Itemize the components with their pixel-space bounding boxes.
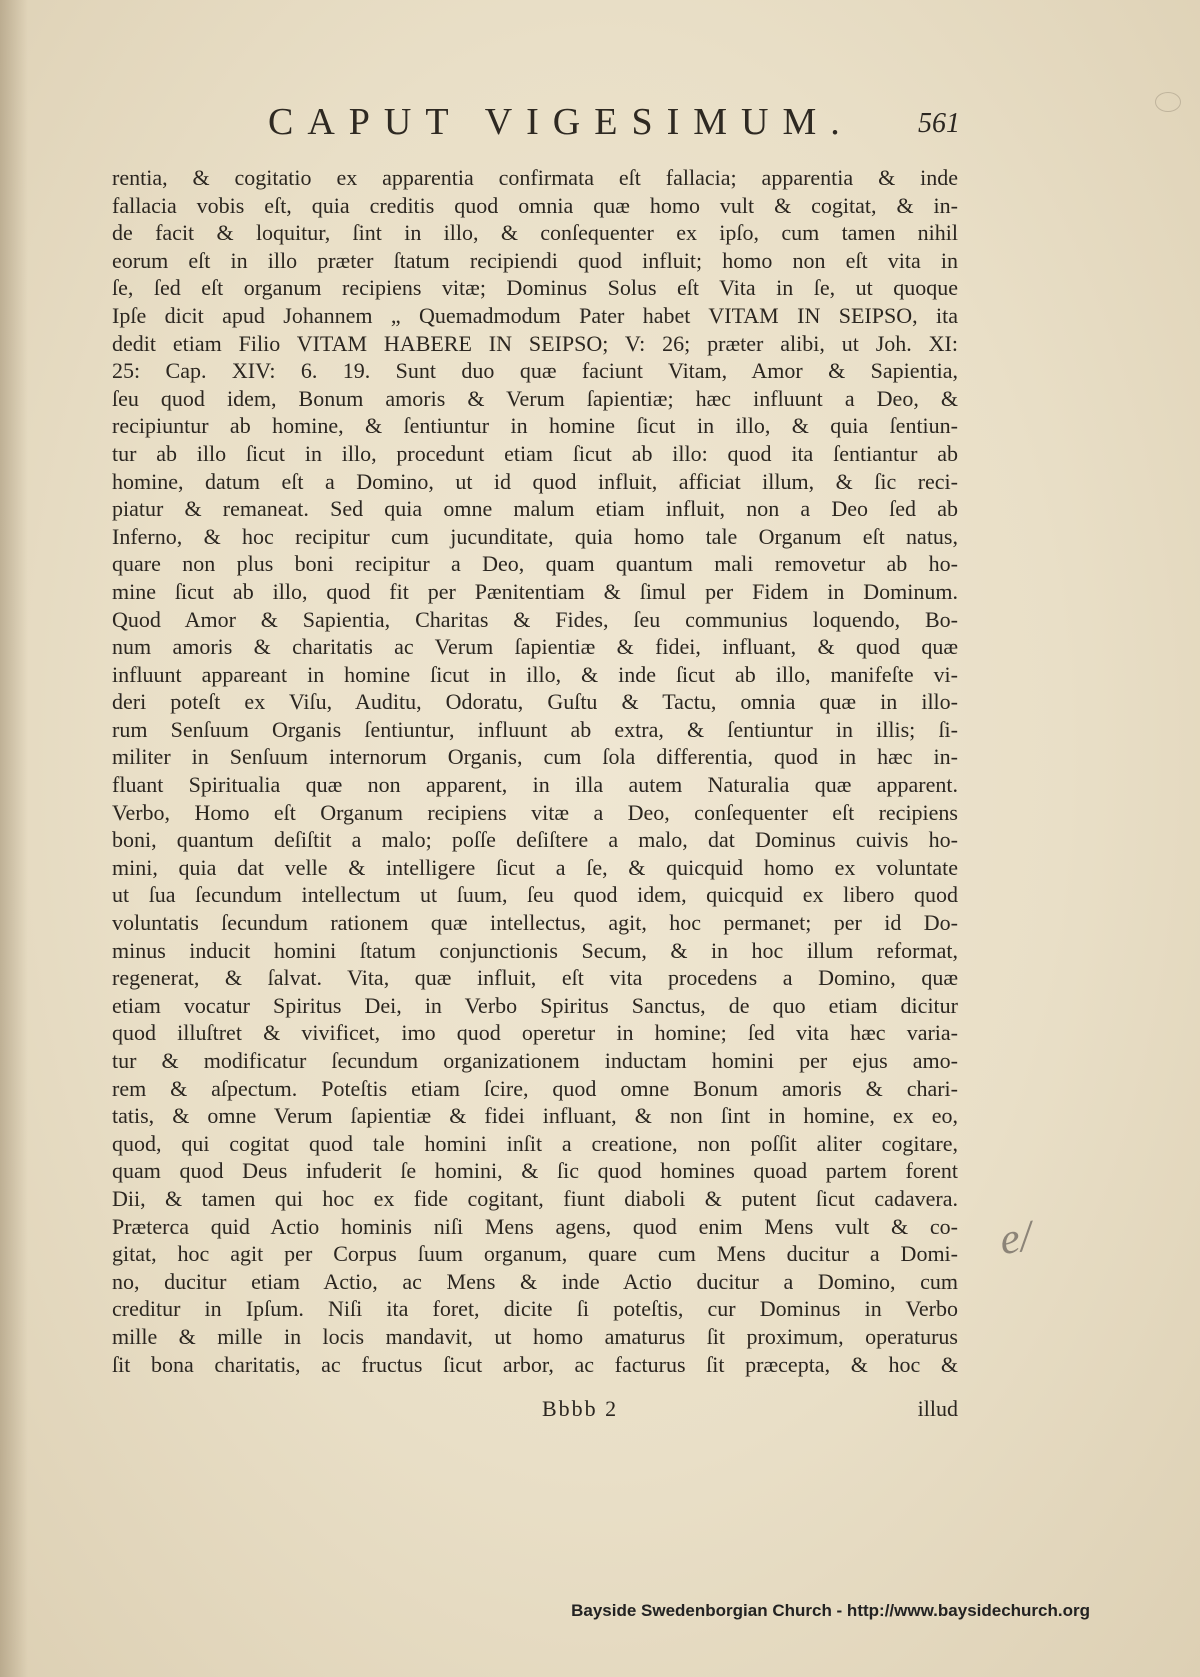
text-line: Ipſe dicit apud Johannem „ Quemadmodum Pater habet VITAM IN SEIPSO, ita bbox=[112, 302, 958, 328]
text-line: no, ducitur etiam Actio, ac Mens & inde Actio ducitur a Domino, cum bbox=[112, 1268, 958, 1294]
page-header bbox=[120, 100, 960, 150]
text-line: Verbo, Homo eſt Organum recipiens vitæ a Deo, conſequenter eſt recipiens bbox=[112, 799, 958, 825]
page-footer bbox=[112, 1396, 958, 1426]
text-line: ſit bona charitatis, ac fructus ſicut arbor, ac facturus ſit præcepta, & hoc & bbox=[112, 1351, 958, 1377]
website-credit: Bayside Swedenborgian Church - http://www.baysidechurch.org bbox=[571, 1601, 1090, 1620]
text-line: eorum eſt in illo præter ſtatum recipiendi quod influit; homo non eſt vita in bbox=[112, 247, 958, 273]
text-line: etiam vocatur Spiritus Dei, in Verbo Spiritus Sanctus, de quo etiam dicitur bbox=[112, 992, 958, 1018]
text-line: regenerat, & ſalvat. Vita, quæ influit, eſt vita procedens a Domino, quæ bbox=[112, 965, 958, 991]
text-line: mini, quia dat velle & intelligere ſicut a ſe, & quicquid homo ex voluntate bbox=[112, 854, 958, 880]
text-line: quam quod Deus infuderit ſe homini, & ſic quod homines quoad partem forent bbox=[112, 1158, 958, 1184]
binding-shadow bbox=[0, 0, 28, 1677]
text-line: tur ab illo ſicut in illo, procedunt etiam ſicut ab illo: quod ita ſentiantur ab bbox=[112, 440, 958, 466]
library-stamp bbox=[1155, 92, 1181, 112]
text-line: Inferno, & hoc recipitur cum jucunditate, quia homo tale Organum eſt natus, bbox=[112, 523, 958, 549]
text-line: quod, qui cogitat quod tale homini inſit a creatione, non poſſit aliter cogitare, bbox=[112, 1130, 958, 1156]
body-text bbox=[112, 164, 958, 1378]
text-line: tur & modificatur ſecundum organizationem inductam homini per ejus amo- bbox=[112, 1048, 958, 1073]
text-line: voluntatis ſecundum rationem quæ intellectus, agit, hoc permanet; per id Do- bbox=[112, 910, 958, 936]
text-line: piatur & remaneat. Sed quia omne malum etiam influit, non a Deo ſed ab bbox=[112, 496, 958, 522]
text-line: deri poteſt ex Viſu, Auditu, Odoratu, Guſtu & Tactu, omnia quæ in illo- bbox=[112, 689, 958, 715]
text-line: rum Senſuum Organis ſentiuntur, influunt ab extra, & ſentiuntur in illis; ſi- bbox=[112, 716, 958, 742]
handwritten-margin-note: e/ bbox=[996, 1211, 1036, 1264]
text-line: 25: Cap. XIV: 6. 19. Sunt duo quæ faciunt Vitam, Amor & Sapientia, bbox=[112, 358, 958, 384]
text-line: Quod Amor & Sapientia, Charitas & Fides, ſeu communius loquendo, Bo- bbox=[112, 606, 958, 632]
running-head: CAPUT VIGESIMUM. bbox=[268, 101, 854, 143]
text-line: homine, datum eſt a Domino, ut id quod influit, afficiat illum, & ſic reci- bbox=[112, 468, 958, 494]
page-number: 561 bbox=[918, 108, 960, 139]
text-line: gitat, hoc agit per Corpus ſuum organum, quare cum Mens ducitur a Domi- bbox=[112, 1241, 958, 1267]
text-line: ſeu quod idem, Bonum amoris & Verum ſapientiæ; hæc influunt a Deo, & bbox=[112, 385, 958, 411]
text-line: num amoris & charitatis ac Verum ſapientiæ & fidei, influant, & quod quæ bbox=[112, 634, 958, 660]
text-line: minus inducit homini ſtatum conjunctionis Secum, & in hoc illum reformat, bbox=[112, 937, 958, 963]
text-line: quod illuſtret & vivificet, imo quod operetur in homine; ſed vita hæc varia- bbox=[112, 1020, 958, 1046]
catchword: illud bbox=[917, 1396, 958, 1421]
text-line: boni, quantum deſiſtit a malo; poſſe deſiſtere a malo, dat Dominus cuivis ho- bbox=[112, 827, 958, 853]
text-line: influunt appareant in homine ſicut in illo, & inde ſicut ab illo, manifeſte vi- bbox=[112, 661, 958, 687]
text-line: ſe, ſed eſt organum recipiens vitæ; Dominus Solus eſt Vita in ſe, ut quoque bbox=[112, 275, 958, 301]
text-line: Præterca quid Actio hominis niſi Mens agens, quod enim Mens vult & co- bbox=[112, 1213, 958, 1239]
text-line: militer in Senſuum internorum Organis, cum ſola differentia, quod in hæc in- bbox=[112, 744, 958, 770]
text-line: Dii, & tamen qui hoc ex fide cogitant, fiunt diaboli & putent ſicut cadavera. bbox=[112, 1185, 958, 1211]
text-line: creditur in Ipſum. Niſi ita foret, dicite ſi poteſtis, cur Dominus in Verbo bbox=[112, 1296, 958, 1322]
text-line: de facit & loquitur, ſint in illo, & conſequenter ex ipſo, cum tamen nihil bbox=[112, 220, 958, 246]
text-line: dedit etiam Filio VITAM HABERE IN SEIPSO; V: 26; præter alibi, ut Joh. XI: bbox=[112, 330, 958, 356]
text-line: fallacia vobis eſt, quia creditis quod omnia quæ homo vult & cogitat, & in- bbox=[112, 192, 958, 218]
text-line: rem & aſpectum. Poteſtis etiam ſcire, quod omne Bonum amoris & chari- bbox=[112, 1075, 958, 1101]
text-line: tatis, & omne Verum ſapientiæ & fidei influant, & non ſint in homine, ex eo, bbox=[112, 1103, 958, 1129]
text-line: mine ſicut ab illo, quod fit per Pænitentiam & ſimul per Fidem in Dominum. bbox=[112, 578, 958, 604]
signature-mark: Bbbb 2 bbox=[542, 1396, 619, 1421]
text-line: quare non plus boni recipitur a Deo, quam quantum mali removetur ab ho- bbox=[112, 551, 958, 577]
text-line: fluant Spiritualia quæ non apparent, in illa autem Naturalia quæ apparent. bbox=[112, 772, 958, 798]
text-line: mille & mille in locis mandavit, ut homo amaturus ſit proximum, operaturus bbox=[112, 1323, 958, 1349]
text-line: ut ſua ſecundum intellectum ut ſuum, ſeu quod idem, quicquid ex libero quod bbox=[112, 882, 958, 908]
text-line: rentia, & cogitatio ex apparentia confirmata eſt fallacia; apparentia & inde bbox=[112, 165, 958, 190]
text-line: recipiuntur ab homine, & ſentiuntur in homine ſicut in illo, & quia ſentiun- bbox=[112, 413, 958, 439]
